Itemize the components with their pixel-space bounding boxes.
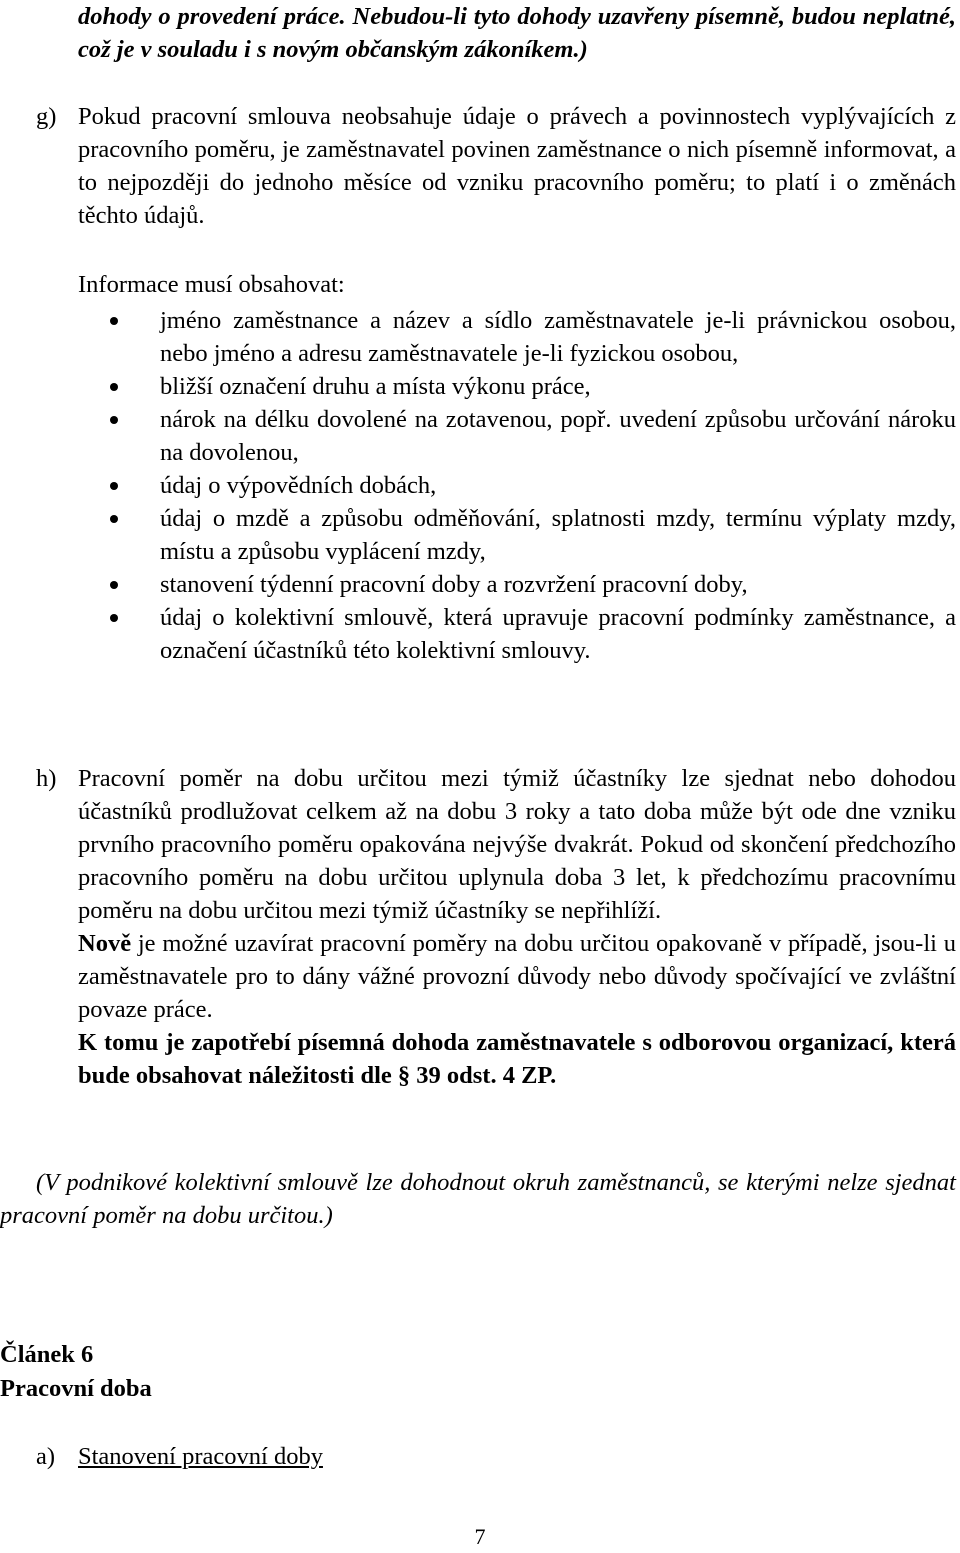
section-a xyxy=(36,1440,323,1473)
item-h-paragraph-1: Pracovní poměr na dobu určitou mezi týmiž účastníky lze sjednat nebo dohodou účastníků prodlužovat celkem až na dobu 3 roky a tato doba může být ode dne vzniku prvního pracovního poměru opakována nejvýše dvakrát. Pokud od skončení předchozího pracovního poměru na dobu určitou uplynula doba 3 let, k předchozímu pracovnímu poměru na dobu určitou mezi týmiž účastníky se nepřihlíží. xyxy=(78,765,956,924)
item-h xyxy=(36,762,956,1092)
bullet-icon xyxy=(110,482,118,490)
list-item-text: stanovení týdenní pracovní doby a rozvržení pracovní doby, xyxy=(160,571,748,598)
bullet-icon xyxy=(110,416,118,424)
bullet-icon xyxy=(110,515,118,523)
bullet-icon xyxy=(110,317,118,325)
note-paragraph: (V podnikové kolektivní smlouvě lze dohodnout okruh zaměstnanců, se kterými nelze sjednat pracovní poměr na dobu určitou.) xyxy=(0,1169,956,1229)
list-item xyxy=(78,568,956,601)
list-item xyxy=(78,304,956,370)
info-bullet-list xyxy=(78,304,956,667)
list-item xyxy=(78,403,956,469)
page-number: 7 xyxy=(474,1524,486,1549)
item-h-new-label: Nově xyxy=(78,930,132,957)
list-item-text: údaj o kolektivní smlouvě, která upravuje pracovní podmínky zaměstnance, a označení účastníků této kolektivní smlouvy. xyxy=(160,604,956,664)
bullet-icon xyxy=(110,581,118,589)
list-item xyxy=(78,469,956,502)
bullet-icon xyxy=(110,383,118,391)
info-label: Informace musí obsahovat: xyxy=(78,271,345,298)
item-g-letter: g) xyxy=(36,103,57,130)
item-h-paragraph-2 xyxy=(78,927,956,1026)
item-h-paragraph-2-text: je možné uzavírat pracovní poměry na dobu určitou opakovaně v případě, jsou-li u zaměstnavatele pro to dány vážné provozní důvody nebo důvody spočívající ve zvláštní povaze práce. xyxy=(78,930,956,1023)
list-item xyxy=(78,502,956,568)
article-subheading: Pracovní doba xyxy=(0,1375,152,1402)
list-item-text: údaj o mzdě a způsobu odměňování, splatnosti mzdy, termínu výplaty mzdy, místu a způsobu vyplácení mzdy, xyxy=(160,505,956,565)
list-item-text: jméno zaměstnance a název a sídlo zaměstnavatele je-li právnickou osobou, nebo jméno a adresu zaměstnavatele je-li fyzickou osobou, xyxy=(160,307,956,367)
list-item-text: bližší označení druhu a místa výkonu práce, xyxy=(160,373,591,400)
section-a-letter: a) xyxy=(36,1443,56,1470)
item-g xyxy=(36,100,956,232)
item-g-text: Pokud pracovní smlouva neobsahuje údaje o právech a povinnostech vyplývajících z pracovního poměru, je zaměstnavatel povinen zaměstnance o nich písemně informovat, a to nejpozději do jednoho měsíce od vzniku pracovního poměru; to platí i o změnách těchto údajů. xyxy=(78,103,956,229)
list-item xyxy=(78,601,956,667)
list-item xyxy=(78,370,956,403)
intro-paragraph: dohody o provedení práce. Nebudou-li tyto dohody uzavřeny písemně, budou neplatné, což je v souladu i s novým občanským zákoníkem.) xyxy=(78,3,956,63)
list-item-text: údaj o výpovědních dobách, xyxy=(160,472,437,499)
item-h-letter: h) xyxy=(36,765,57,792)
item-h-body xyxy=(78,762,956,1092)
bullet-icon xyxy=(110,614,118,622)
item-h-paragraph-3: K tomu je zapotřebí písemná dohoda zaměstnavatele s odborovou organizací, která bude obsahovat náležitosti dle § 39 odst. 4 ZP. xyxy=(78,1029,956,1089)
article-heading: Článek 6 xyxy=(0,1341,94,1368)
section-a-title: Stanovení pracovní doby xyxy=(78,1443,323,1470)
list-item-text: nárok na délku dovolené na zotavenou, popř. uvedení způsobu určování nároku na dovolenou, xyxy=(160,406,956,466)
